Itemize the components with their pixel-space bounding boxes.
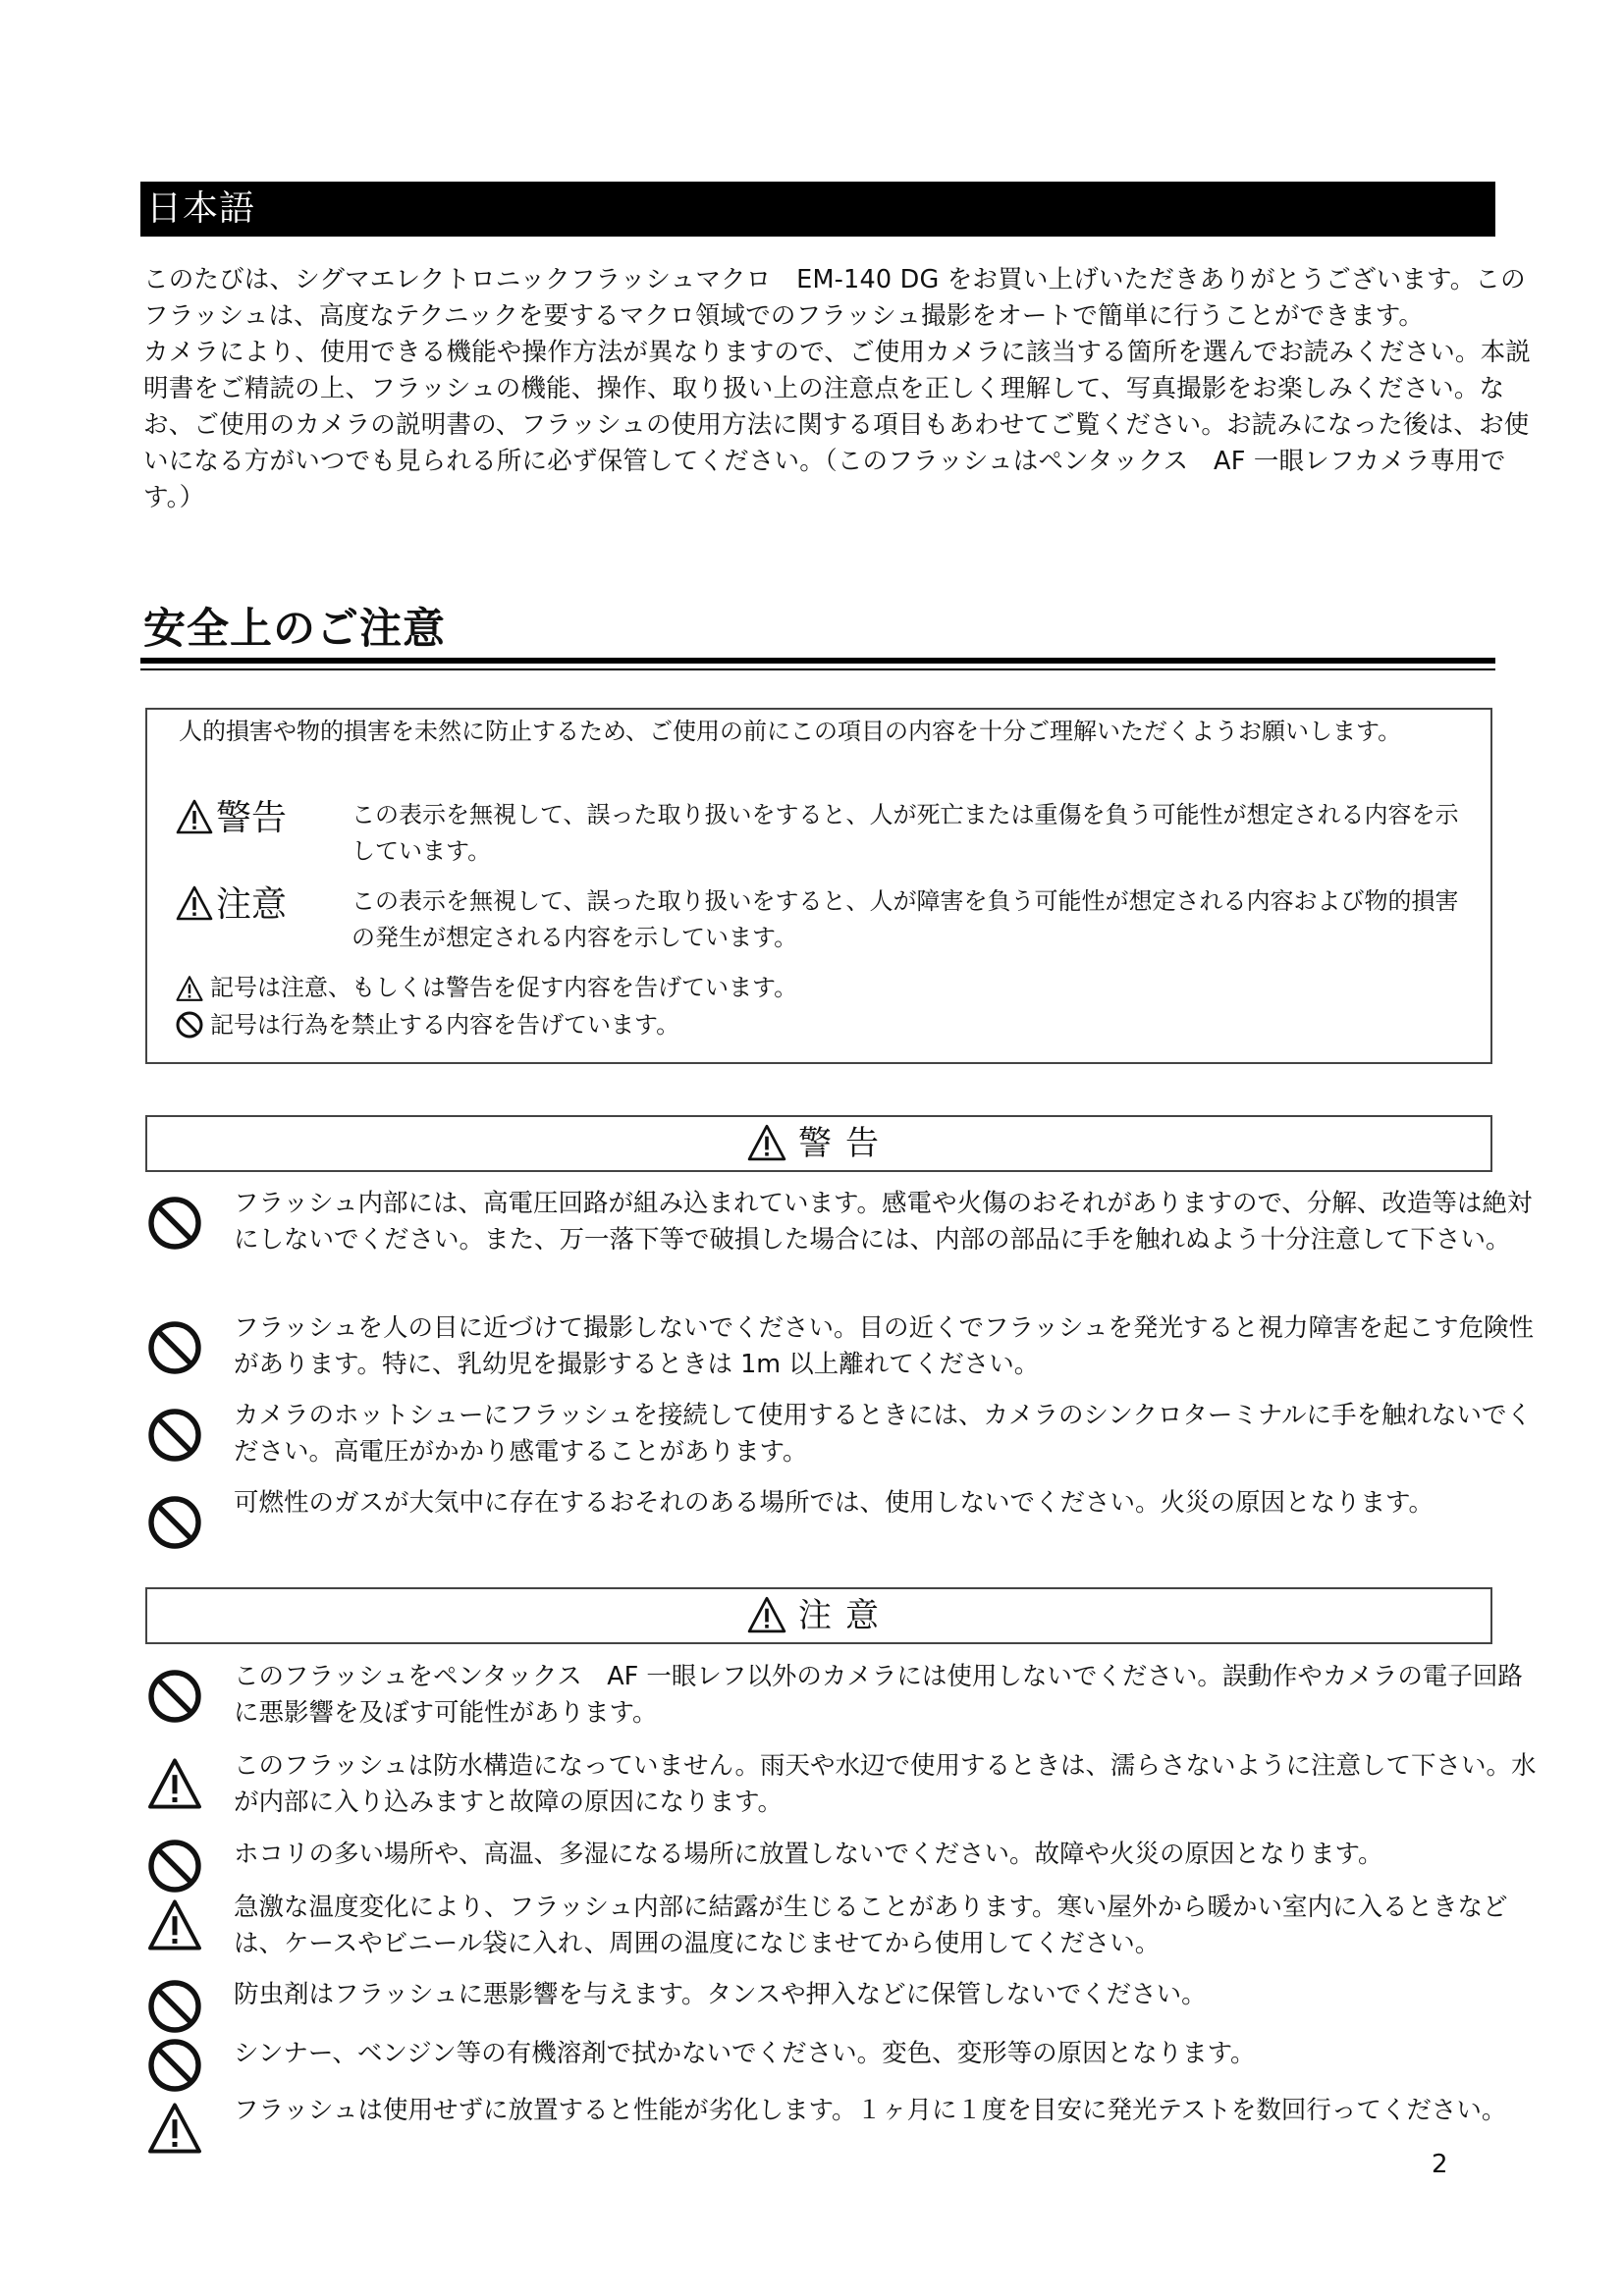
warning-item-text: フラッシュを人の目に近づけて撮影しないでください。目の近くでフラッシュを発光すると視力障害を起こす危険性があります。特に、乳幼児を撮影するときは 1m 以上離れてください。	[234, 1313, 1534, 1379]
legend-warning-label: 警告	[216, 798, 288, 838]
caution-item-text: 防虫剤はフラッシュに悪影響を与えます。タンスや押入などに保管しないでください。	[234, 1980, 1207, 2009]
caution-triangle-icon	[145, 2101, 204, 2156]
caution-heading-icon	[745, 1595, 788, 1634]
title-rule-thin	[140, 668, 1495, 670]
legend-box	[145, 708, 1492, 1064]
intro-paragraph-1: このたびは、シグマエレクトロニックフラッシュマクロ EM-140 DG をお買い上げいただきありがとうございます。このフラッシュは、高度なテクニックを要するマクロ領域でのフラッシュ撮影をオートで簡単に行うことができます。	[143, 265, 1526, 331]
title-rule-thick	[140, 658, 1495, 664]
page-number: 2	[1432, 2150, 1448, 2179]
prohibit-icon	[145, 1406, 204, 1465]
caution-item-text: ホコリの多い場所や、高温、多湿になる場所に放置しないでください。故障や火災の原因となります。	[234, 1840, 1383, 1869]
caution-item-text: シンナー、ベンジン等の有機溶剤で拭かないでください。変色、変形等の原因となります。	[234, 2039, 1256, 2068]
legend-prohibit-symbol-row	[175, 1007, 679, 1043]
safety-title: 安全上のご注意	[143, 605, 446, 654]
prohibit-icon	[145, 1977, 204, 2036]
warning-section-heading	[145, 1115, 1492, 1172]
intro-text	[143, 262, 1538, 516]
legend-triangle-desc: 記号は注意、もしくは警告を促す内容を告げています。	[210, 974, 798, 1001]
legend-warning-mark	[175, 797, 287, 840]
warning-triangle-icon	[175, 798, 214, 835]
warning-item-text: カメラのホットシューにフラッシュを接続して使用するときには、カメラのシンクロターミナルに手を触れないでください。高電圧がかかり感電することがあります。	[234, 1401, 1533, 1467]
prohibit-icon	[145, 1318, 204, 1377]
small-triangle-icon	[175, 975, 204, 1002]
caution-section-heading	[145, 1587, 1492, 1644]
legend-intro: 人的損害や物的損害を未然に防止するため、ご使用の前にこの項目の内容を十分ご理解いただくようお願いします。	[179, 718, 1402, 745]
legend-triangle-symbol-row	[175, 970, 797, 1006]
prohibit-icon	[145, 2036, 204, 2095]
caution-heading-text: 注意	[798, 1596, 893, 1635]
caution-item-text: フラッシュは使用せずに放置すると性能が劣化します。１ヶ月に１度を目安に発光テストを数回行ってください。	[234, 2096, 1507, 2125]
caution-triangle-icon	[175, 884, 214, 922]
language-header: 日本語	[140, 182, 1495, 237]
warning-heading-icon	[745, 1123, 788, 1162]
intro-paragraph-2: カメラにより、使用できる機能や操作方法が異なりますので、ご使用カメラに該当する箇所を選んでお読みください。本説明書をご精読の上、フラッシュの機能、操作、取り扱い上の注意点を正しく理解して、写真撮影をお楽しみください。なお、ご使用のカメラの説明書の、フラッシュの使用方法に関する項目もあわせてご覧ください。お読みになった後は、お使いになる方がいつでも見られる所に必ず保管してください。（このフラッシュはペンタックス AF 一眼レフカメラ専用です。）	[143, 338, 1531, 512]
legend-caution-desc: この表示を無視して、誤った取り扱いをすると、人が障害を負う可能性が想定される内容および物的損害の発生が想定される内容を示しています。	[352, 887, 1459, 951]
small-prohibit-icon	[175, 1010, 204, 1040]
prohibit-icon	[145, 1837, 204, 1896]
caution-item-text: このフラッシュをペンタックス AF 一眼レフ以外のカメラには使用しないでください。誤動作やカメラの電子回路に悪影響を及ぼす可能性があります。	[234, 1662, 1523, 1728]
caution-item-text: 急激な温度変化により、フラッシュ内部に結露が生じることがあります。寒い屋外から暖かい室内に入るときなどは、ケースやビニール袋に入れ、周囲の温度になじませてから使用してください。	[234, 1893, 1508, 1958]
caution-triangle-icon	[145, 1897, 204, 1952]
legend-warning-desc: この表示を無視して、誤った取り扱いをすると、人が死亡または重傷を負う可能性が想定される内容を示しています。	[352, 801, 1459, 865]
legend-caution-label: 注意	[216, 884, 288, 925]
warning-item-text: 可燃性のガスが大気中に存在するおそれのある場所では、使用しないでください。火災の原因となります。	[234, 1488, 1434, 1518]
prohibit-icon	[145, 1493, 204, 1552]
warning-item-text: フラッシュ内部には、高電圧回路が組み込まれています。感電や火傷のおそれがありますので、分解、改造等は絶対にしないでください。また、万一落下等で破損した場合には、内部の部品に手を触れぬよう十分注意して下さい。	[234, 1189, 1533, 1255]
prohibit-icon	[145, 1194, 204, 1253]
legend-prohibit-desc: 記号は行為を禁止する内容を告げています。	[210, 1011, 680, 1039]
legend-caution-mark	[175, 883, 287, 927]
prohibit-icon	[145, 1667, 204, 1726]
caution-item-text: このフラッシュは防水構造になっていません。雨天や水辺で使用するときは、濡らさないように注意して下さい。水が内部に入り込みますと故障の原因になります。	[234, 1751, 1537, 1817]
caution-triangle-icon	[145, 1756, 204, 1811]
warning-heading-text: 警告	[798, 1124, 893, 1163]
